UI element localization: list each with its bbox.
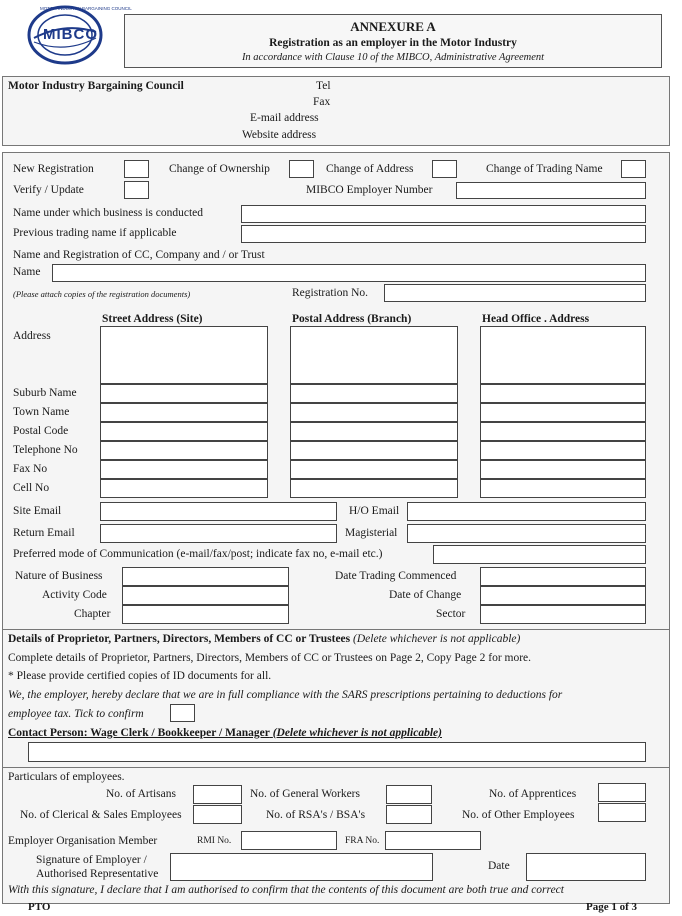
cc-heading: Name and Registration of CC, Company and / or Trust bbox=[13, 249, 265, 261]
rmi-no-field[interactable] bbox=[241, 831, 337, 850]
business-name-field[interactable] bbox=[241, 205, 646, 223]
business-name-label: Name under which business is conducted bbox=[13, 207, 204, 219]
registration-no-label: Registration No. bbox=[292, 287, 369, 299]
head-telephone-field[interactable] bbox=[480, 441, 646, 460]
signature-field[interactable] bbox=[170, 853, 433, 881]
sector-field[interactable] bbox=[480, 605, 646, 624]
return-email-label: Return Email bbox=[13, 527, 75, 539]
postal-town-field[interactable] bbox=[290, 403, 458, 422]
proprietors-line2: * Please provide certified copies of ID documents for all. bbox=[8, 670, 272, 682]
change-trading-name-checkbox[interactable] bbox=[621, 160, 646, 178]
change-ownership-checkbox[interactable] bbox=[289, 160, 314, 178]
head-fax-field[interactable] bbox=[480, 460, 646, 479]
ho-email-field[interactable] bbox=[407, 502, 646, 521]
fra-no-label: FRA No. bbox=[345, 836, 380, 846]
council-email: E-mail address bbox=[250, 112, 319, 124]
site-email-field[interactable] bbox=[100, 502, 337, 521]
other-employees-label: No. of Other Employees bbox=[462, 809, 575, 821]
footer-page-number: Page 1 of 3 bbox=[586, 901, 638, 913]
contact-person-label: Contact Person: Wage Clerk / Bookkeeper / Manager bbox=[8, 727, 270, 739]
date-trading-label: Date Trading Commenced bbox=[335, 570, 457, 582]
sars-declaration-line1: We, the employer, hereby declare that we are in full compliance with the SARS prescriptions pertaining to deductions for bbox=[8, 689, 563, 701]
council-name: Motor Industry Bargaining Council bbox=[8, 80, 184, 92]
street-town-field[interactable] bbox=[100, 403, 268, 422]
date-trading-field[interactable] bbox=[480, 567, 646, 586]
previous-name-label: Previous trading name if applicable bbox=[13, 227, 177, 239]
sars-declaration-line2: employee tax. Tick to confirm bbox=[8, 708, 144, 720]
date-change-field[interactable] bbox=[480, 586, 646, 605]
date-label: Date bbox=[488, 860, 510, 872]
title-box bbox=[124, 14, 662, 68]
change-trading-name-label: Change of Trading Name bbox=[486, 163, 603, 175]
street-cell-field[interactable] bbox=[100, 479, 268, 498]
proprietors-heading-note: (Delete whichever is not applicable) bbox=[353, 633, 521, 645]
artisans-field[interactable] bbox=[193, 785, 242, 804]
date-change-label: Date of Change bbox=[389, 589, 462, 601]
divider-employees bbox=[2, 767, 670, 768]
mibco-logo bbox=[26, 4, 132, 66]
address-label: Address bbox=[13, 330, 51, 342]
clerical-field[interactable] bbox=[193, 805, 242, 824]
contact-person-field[interactable] bbox=[28, 742, 646, 762]
council-fax: Fax bbox=[313, 96, 331, 108]
contact-person-row bbox=[8, 727, 442, 739]
proprietors-line1: Complete details of Proprietor, Partners, Directors, Members of CC or Trustees on Page 2, Copy Page 2 for more. bbox=[8, 652, 532, 664]
rsa-label: No. of RSA's / BSA's bbox=[266, 809, 366, 821]
sars-confirm-checkbox[interactable] bbox=[170, 704, 195, 722]
street-address-field[interactable] bbox=[100, 326, 268, 384]
fra-no-field[interactable] bbox=[385, 831, 481, 850]
head-cell-field[interactable] bbox=[480, 479, 646, 498]
signature-label-1: Signature of Employer / bbox=[36, 854, 147, 866]
postal-suburb-field[interactable] bbox=[290, 384, 458, 403]
apprentices-field[interactable] bbox=[598, 783, 646, 802]
final-declaration: With this signature, I declare that I am authorised to confirm that the contents of this document are both true and correct bbox=[8, 884, 564, 896]
clerical-label: No. of Clerical & Sales Employees bbox=[20, 809, 182, 821]
head-suburb-field[interactable] bbox=[480, 384, 646, 403]
head-office-address-field[interactable] bbox=[480, 326, 646, 384]
council-website: Website address bbox=[242, 129, 317, 141]
proprietors-heading-row bbox=[8, 633, 520, 645]
head-postal-code-field[interactable] bbox=[480, 422, 646, 441]
signature-label-2: Authorised Representative bbox=[36, 868, 159, 880]
change-address-checkbox[interactable] bbox=[432, 160, 457, 178]
street-telephone-field[interactable] bbox=[100, 441, 268, 460]
page-subsubtitle: In accordance with Clause 10 of the MIBCO, Administrative Agreement bbox=[241, 52, 545, 63]
chapter-field[interactable] bbox=[122, 605, 289, 624]
activity-code-label: Activity Code bbox=[42, 589, 107, 601]
site-email-label: Site Email bbox=[13, 505, 62, 517]
new-registration-checkbox[interactable] bbox=[124, 160, 149, 178]
magisterial-field[interactable] bbox=[407, 524, 646, 543]
telephone-label: Telephone No bbox=[13, 444, 78, 456]
postal-postal-code-field[interactable] bbox=[290, 422, 458, 441]
postal-address-heading: Postal Address (Branch) bbox=[292, 313, 412, 325]
previous-name-field[interactable] bbox=[241, 225, 646, 243]
new-registration-label: New Registration bbox=[13, 163, 94, 175]
sector-label: Sector bbox=[436, 608, 466, 620]
street-address-heading: Street Address (Site) bbox=[102, 313, 203, 325]
proprietors-heading: Details of Proprietor, Partners, Directors, Members of CC or Trustees bbox=[8, 633, 351, 645]
attach-note: (Please attach copies of the registration documents) bbox=[13, 289, 191, 299]
page-title: ANNEXURE A bbox=[350, 19, 436, 34]
street-suburb-field[interactable] bbox=[100, 384, 268, 403]
org-member-label: Employer Organisation Member bbox=[8, 835, 158, 847]
head-town-field[interactable] bbox=[480, 403, 646, 422]
change-address-label: Change of Address bbox=[326, 163, 414, 175]
employees-heading: Particulars of employees. bbox=[8, 771, 125, 783]
postal-fax-field[interactable] bbox=[290, 460, 458, 479]
other-employees-field[interactable] bbox=[598, 803, 646, 822]
town-label: Town Name bbox=[13, 406, 70, 418]
preferred-mode-field[interactable] bbox=[433, 545, 646, 564]
nature-label: Nature of Business bbox=[15, 570, 103, 582]
name-label: Name bbox=[13, 266, 41, 278]
postal-telephone-field[interactable] bbox=[290, 441, 458, 460]
suburb-label: Suburb Name bbox=[13, 387, 77, 399]
street-postal-code-field[interactable] bbox=[100, 422, 268, 441]
logo-ring-text: MOTOR INDUSTRY BARGAINING COUNCIL bbox=[40, 6, 132, 11]
ho-email-label: H/O Email bbox=[349, 505, 400, 517]
logo-text: MIBCO bbox=[43, 26, 98, 43]
general-workers-field[interactable] bbox=[386, 785, 432, 804]
name-field[interactable] bbox=[52, 264, 646, 282]
preferred-mode-label: Preferred mode of Communication (e-mail/fax/post; indicate fax no, e-mail etc.) bbox=[13, 548, 383, 560]
employer-number-field[interactable] bbox=[456, 182, 646, 199]
date-field[interactable] bbox=[526, 853, 646, 881]
artisans-label: No. of Artisans bbox=[106, 788, 176, 800]
postal-cell-field[interactable] bbox=[290, 479, 458, 498]
rsa-field[interactable] bbox=[386, 805, 432, 824]
council-tel: Tel bbox=[316, 80, 331, 92]
street-fax-field[interactable] bbox=[100, 460, 268, 479]
verify-update-checkbox[interactable] bbox=[124, 181, 149, 199]
footer-pto: PTO bbox=[28, 901, 51, 913]
divider-proprietors bbox=[2, 629, 670, 630]
apprentices-label: No. of Apprentices bbox=[489, 788, 577, 800]
employer-number-label: MIBCO Employer Number bbox=[306, 184, 433, 196]
activity-code-field[interactable] bbox=[122, 586, 289, 605]
return-email-field[interactable] bbox=[100, 524, 337, 543]
cell-label: Cell No bbox=[13, 482, 50, 494]
registration-no-field[interactable] bbox=[384, 284, 646, 302]
rmi-no-label: RMI No. bbox=[197, 836, 232, 846]
magisterial-label: Magisterial bbox=[345, 527, 398, 539]
postal-address-field[interactable] bbox=[290, 326, 458, 384]
postal-code-label: Postal Code bbox=[13, 425, 69, 437]
verify-update-label: Verify / Update bbox=[13, 184, 84, 196]
head-office-heading: Head Office . Address bbox=[482, 313, 590, 325]
general-workers-label: No. of General Workers bbox=[250, 788, 360, 800]
fax-label: Fax No bbox=[13, 463, 48, 475]
change-ownership-label: Change of Ownership bbox=[169, 163, 270, 175]
contact-person-note: (Delete whichever is not applicable) bbox=[272, 727, 442, 739]
nature-field[interactable] bbox=[122, 567, 289, 586]
chapter-label: Chapter bbox=[74, 608, 111, 620]
page-subtitle: Registration as an employer in the Motor Industry bbox=[269, 37, 517, 49]
